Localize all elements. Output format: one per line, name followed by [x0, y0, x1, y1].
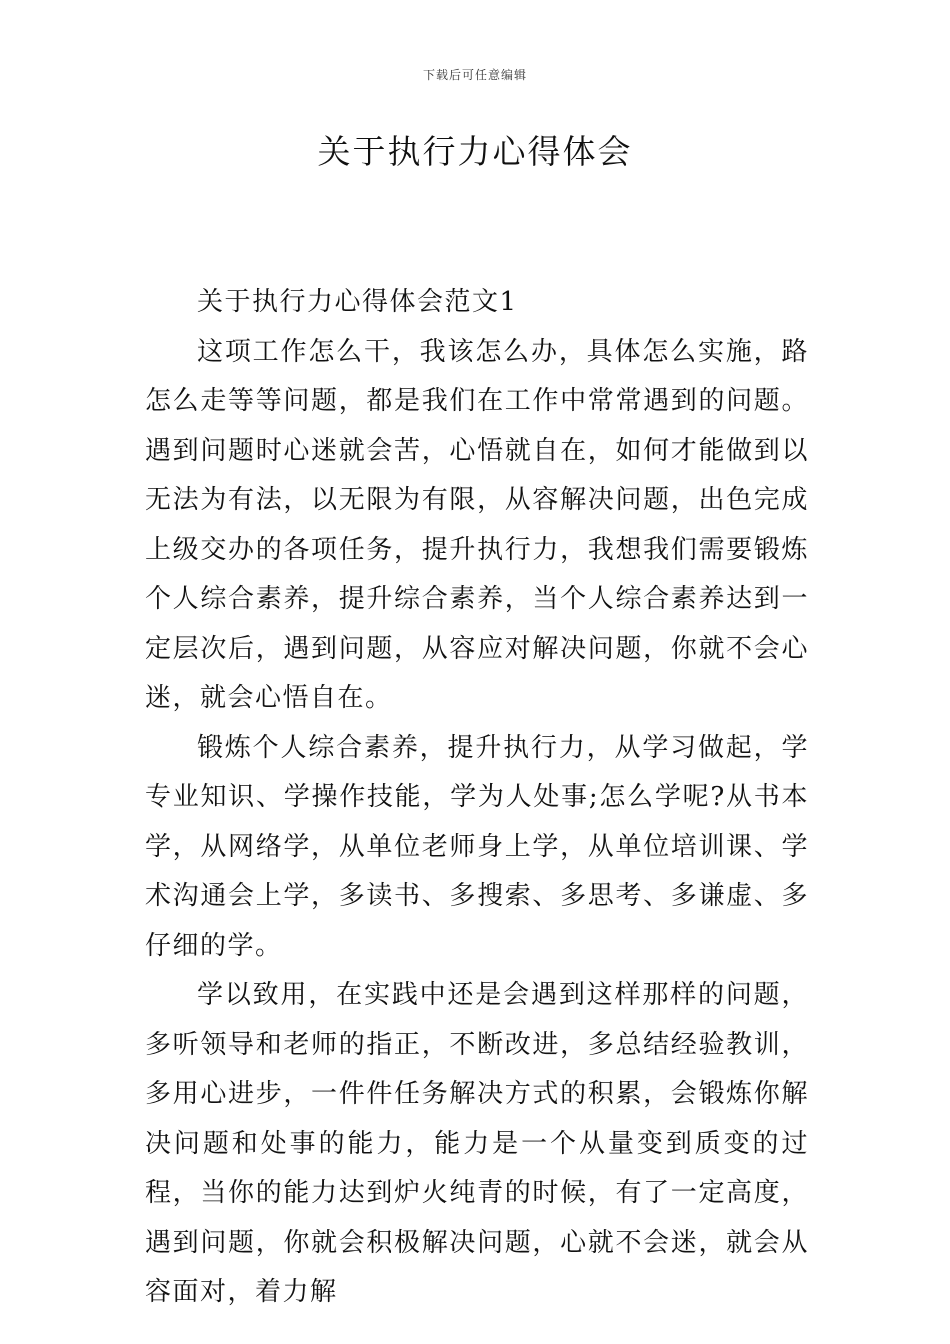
document-body: [145, 278, 809, 1318]
paragraph: 学以致用，在实践中还是会遇到这样那样的问题，多听领导和老师的指正，不断改进，多总结经验教训，多用心进步，一件件任务解决方式的积累，会锻炼你解决问题和处事的能力，能力是一个从量变到质变的过程，当你的能力达到炉火纯青的时候，有了一定高度，遇到问题，你就会积极解决问题，心就不会迷，就会从容面对，着力解: [145, 980, 809, 1307]
paragraph: 这项工作怎么干，我该怎么办，具体怎么实施，路怎么走等等问题，都是我们在工作中常常遇到的问题。遇到问题时心迷就会苦，心悟就自在，如何才能做到以无法为有法，以无限为有限，从容解决问题，出色完成上级交办的各项任务，提升执行力，我想我们需要锻炼个人综合素养，提升综合素养，当个人综合素养达到一定层次后，遇到问题，从容应对解决问题，你就不会心迷，就会心悟自在。: [145, 336, 809, 713]
document-title: 关于执行力心得体会: [317, 132, 633, 171]
section-heading: 关于执行力心得体会范文1: [197, 287, 518, 317]
paragraph: 锻炼个人综合素养，提升执行力，从学习做起，学专业知识、学操作技能，学为人处事;怎么学呢?从书本学，从网络学，从单位老师身上学，从单位培训课、学术沟通会上学，多读书、多搜索、多思考、多谦虚、多仔细的学。: [145, 732, 809, 961]
header-note: 下载后可任意编辑: [422, 68, 527, 82]
